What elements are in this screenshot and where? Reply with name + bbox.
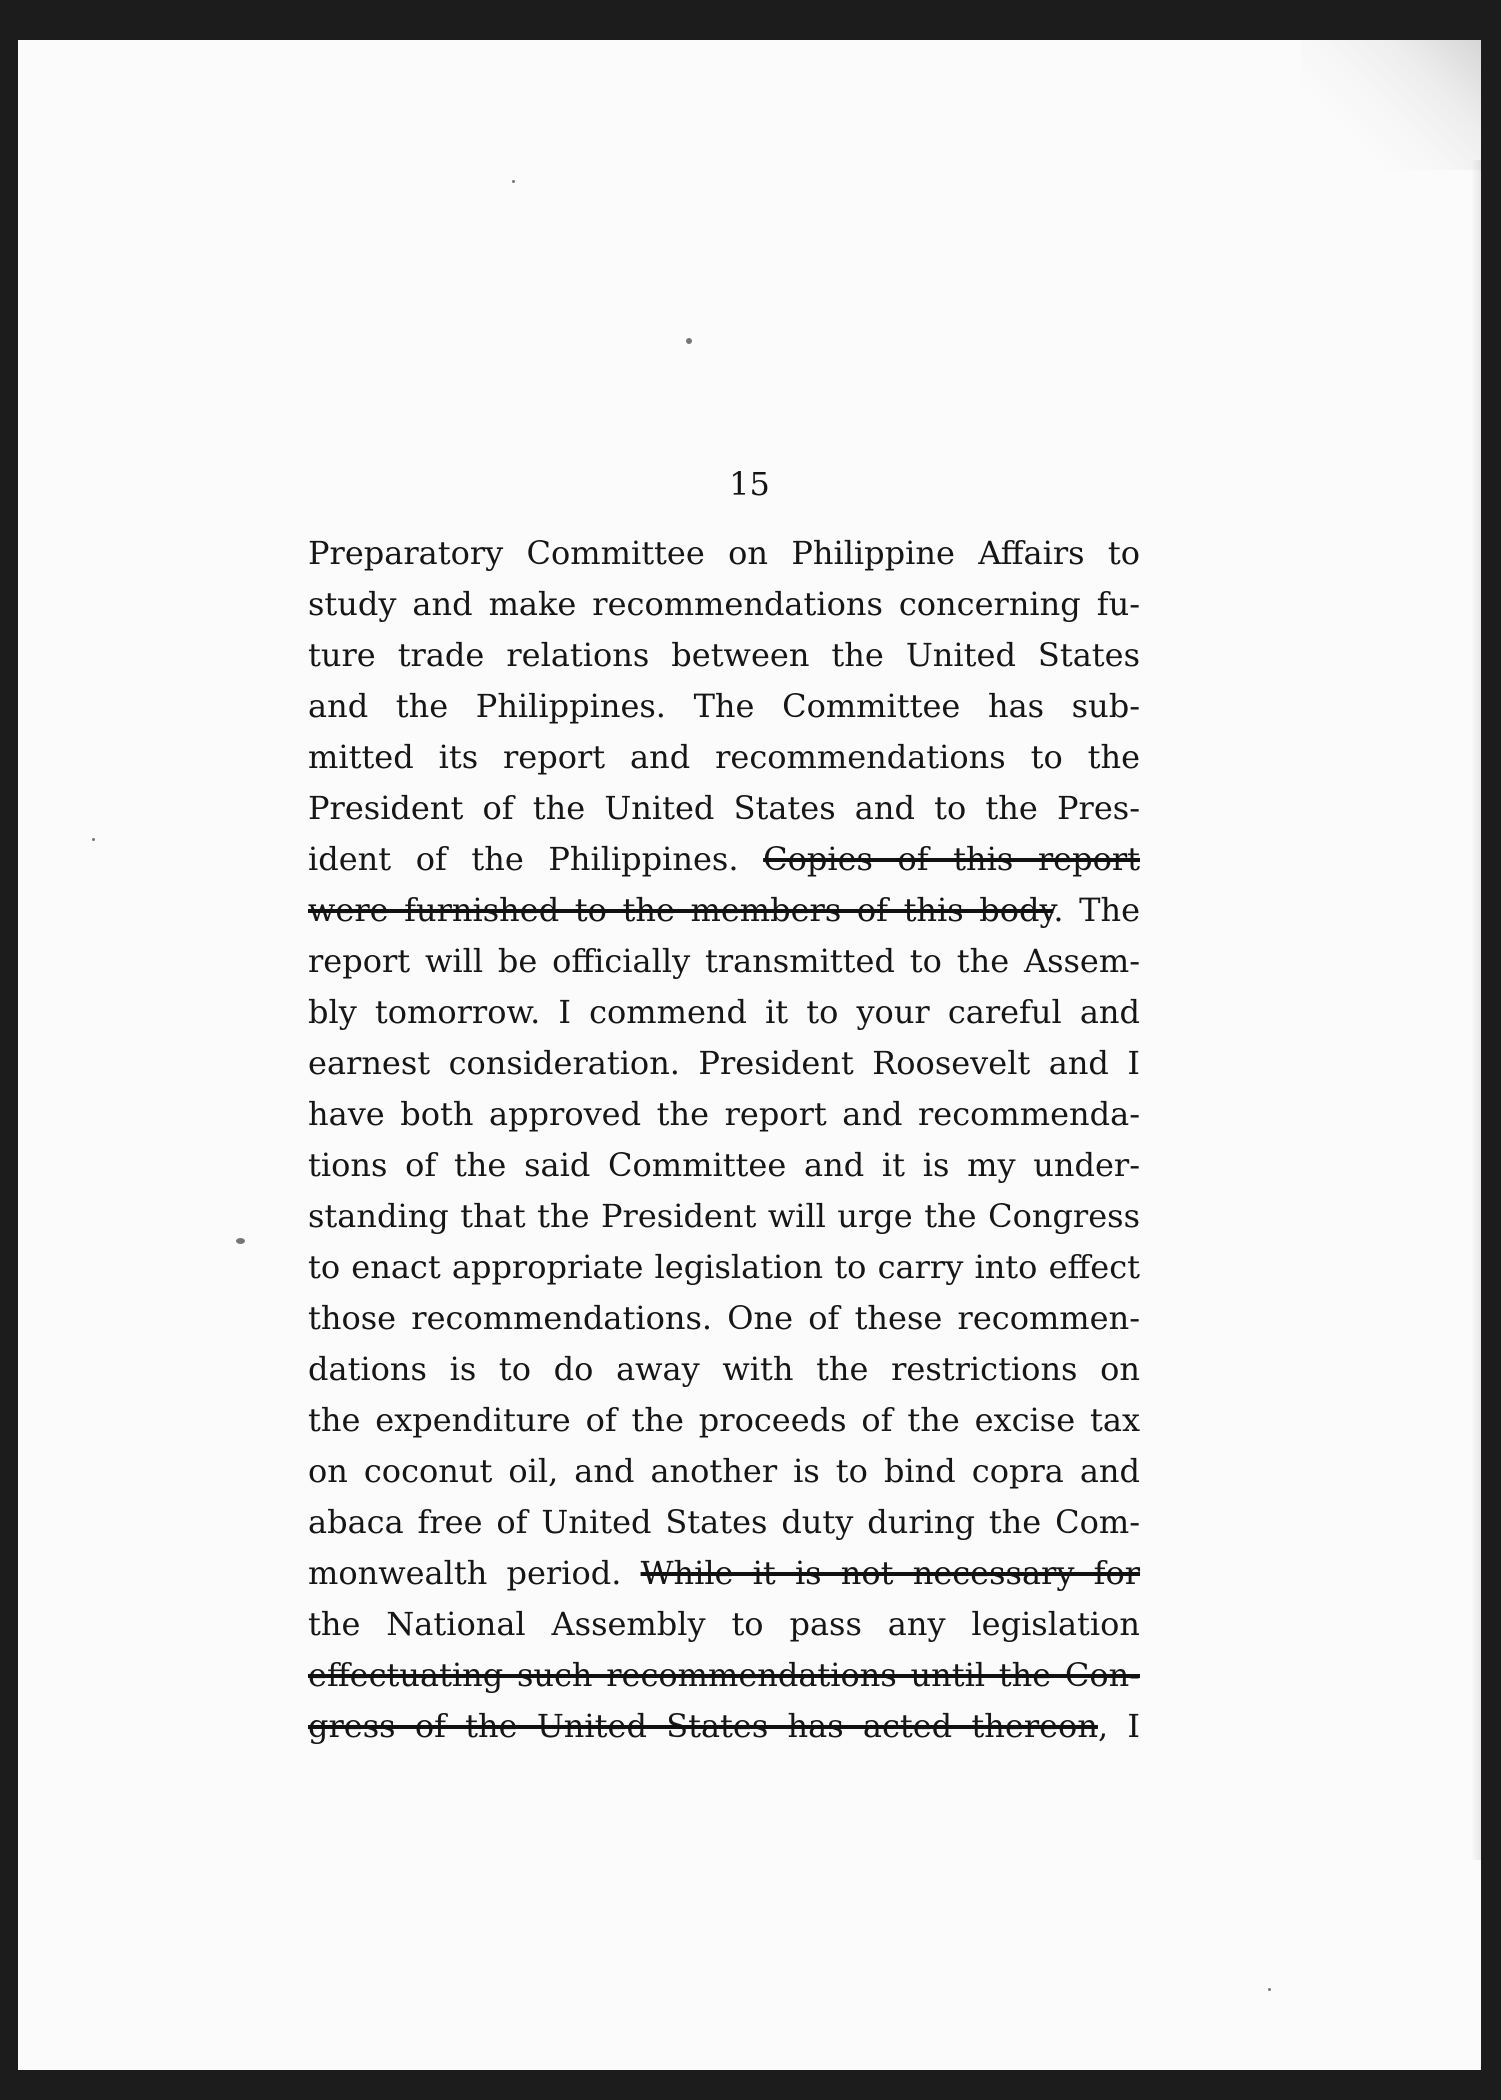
ink-speck xyxy=(512,180,515,183)
text-line xyxy=(308,1395,1140,1446)
text-line xyxy=(308,1293,1140,1344)
line-text: have both approved the report and recommenda- xyxy=(308,1095,1140,1133)
page-edge-shadow xyxy=(1471,160,1481,1860)
line-text: ident of the Philippines. xyxy=(308,840,764,878)
struck-text: effectuating such recommendations until the Con- xyxy=(308,1656,1140,1694)
text-line xyxy=(308,783,1140,834)
body-text xyxy=(308,528,1140,1752)
page-curl-corner xyxy=(1301,40,1481,170)
struck-text: While it is not necessary for xyxy=(640,1554,1141,1592)
text-line xyxy=(308,528,1140,579)
line-text: standing that the President will urge the Congress xyxy=(308,1197,1140,1235)
text-line xyxy=(308,1089,1140,1140)
line-text: abaca free of United States duty during the Com- xyxy=(308,1503,1140,1541)
line-text: , I xyxy=(1097,1707,1141,1745)
line-text: bly tomorrow. I commend it to your careful and xyxy=(308,993,1140,1031)
text-line xyxy=(308,1701,1140,1752)
struck-text: gress of the United States has acted thereon xyxy=(308,1707,1098,1745)
line-text: and the Philippines. The Committee has sub- xyxy=(308,687,1140,725)
text-line xyxy=(308,1140,1140,1191)
line-text: study and make recommendations concerning fu- xyxy=(308,585,1140,623)
page-number: 15 xyxy=(729,465,770,503)
text-line xyxy=(308,1191,1140,1242)
text-line xyxy=(308,1599,1140,1650)
text-line xyxy=(308,630,1140,681)
text-line xyxy=(308,1497,1140,1548)
line-text: those recommendations. One of these recommen- xyxy=(308,1299,1140,1337)
ink-speck xyxy=(1268,1988,1271,1991)
line-text: President of the United States and to the Pres- xyxy=(308,789,1140,827)
ink-speck xyxy=(236,1238,245,1244)
line-text: earnest consideration. President Roosevelt and I xyxy=(308,1044,1140,1082)
text-line xyxy=(308,1344,1140,1395)
text-line xyxy=(308,1242,1140,1293)
document-page xyxy=(18,40,1481,2070)
line-text: . The xyxy=(1053,891,1141,929)
text-line xyxy=(308,936,1140,987)
text-line xyxy=(308,885,1140,936)
line-text: report will be officially transmitted to the Assem- xyxy=(308,942,1140,980)
line-text: monwealth period. xyxy=(308,1554,641,1592)
ink-speck xyxy=(92,838,95,841)
text-line xyxy=(308,1650,1140,1701)
text-line xyxy=(308,732,1140,783)
line-text: ture trade relations between the United States xyxy=(308,636,1140,674)
struck-text: were furnished to the members of this body xyxy=(308,891,1054,929)
text-line xyxy=(308,681,1140,732)
struck-text: Copies of this report xyxy=(763,840,1141,878)
text-line xyxy=(308,834,1140,885)
line-text: to enact appropriate legislation to carry into effect xyxy=(308,1248,1140,1286)
line-text: mitted its report and recommendations to the xyxy=(308,738,1140,776)
text-line xyxy=(308,579,1140,630)
text-line xyxy=(308,1038,1140,1089)
text-line xyxy=(308,987,1140,1038)
line-text: the National Assembly to pass any legislation xyxy=(308,1605,1140,1643)
line-text: the expenditure of the proceeds of the excise tax xyxy=(308,1401,1140,1439)
line-text: tions of the said Committee and it is my under- xyxy=(308,1146,1140,1184)
text-line xyxy=(308,1548,1140,1599)
text-line xyxy=(308,1446,1140,1497)
line-text: on coconut oil, and another is to bind copra and xyxy=(308,1452,1140,1490)
line-text: Preparatory Committee on Philippine Affairs to xyxy=(308,534,1140,572)
ink-speck xyxy=(686,338,692,344)
line-text: dations is to do away with the restrictions on xyxy=(308,1350,1140,1388)
